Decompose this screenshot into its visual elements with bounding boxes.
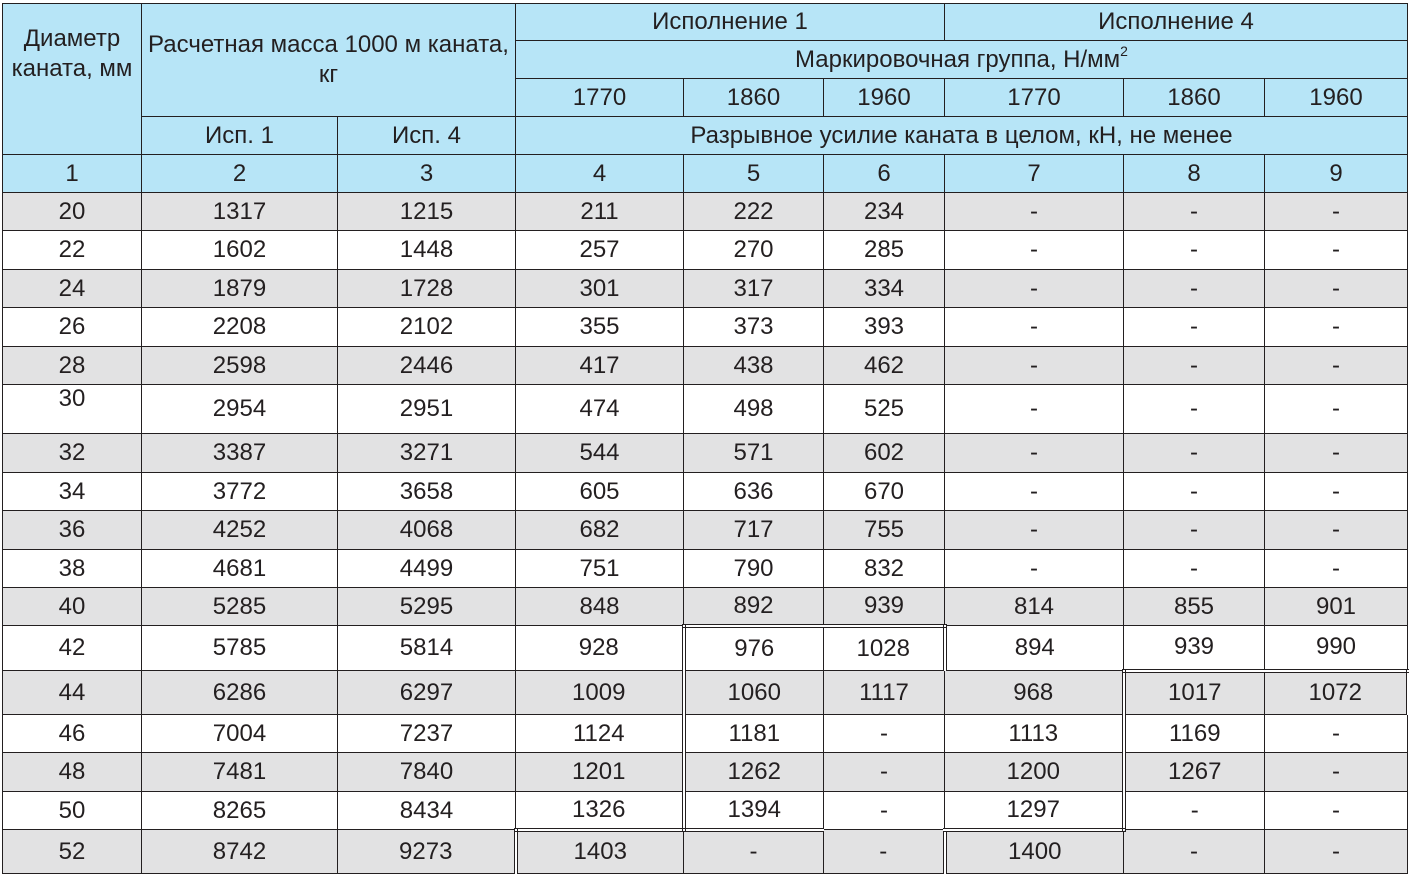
table-cell: 42 — [3, 626, 142, 671]
table-cell: - — [945, 473, 1124, 511]
header-breaking-force: Разрывное усилие каната в целом, кН, не менее — [516, 117, 1408, 155]
table-cell: 814 — [945, 588, 1124, 626]
table-row — [3, 270, 1408, 308]
table-cell: 682 — [516, 511, 684, 550]
table-cell: 50 — [3, 792, 142, 830]
table-cell: 4252 — [142, 511, 338, 550]
table-cell: 462 — [824, 347, 945, 385]
grade-header: 1860 — [684, 79, 824, 117]
table-cell: - — [1265, 830, 1408, 874]
table-cell: - — [1265, 347, 1408, 385]
table-cell: 2598 — [142, 347, 338, 385]
header-mass: Расчетная масса 1000 м каната, кг — [142, 4, 516, 117]
table-cell: 3271 — [338, 434, 516, 473]
table-body — [3, 193, 1408, 874]
table-cell: - — [945, 308, 1124, 347]
table-cell: 355 — [516, 308, 684, 347]
table-cell: 393 — [824, 308, 945, 347]
table-cell: 36 — [3, 511, 142, 550]
table-cell: 7840 — [338, 753, 516, 792]
table-cell: 373 — [684, 308, 824, 347]
table-cell: 2446 — [338, 347, 516, 385]
table-row — [3, 385, 1408, 434]
table-cell: 498 — [684, 385, 824, 434]
table-cell: 892 — [684, 588, 824, 626]
rope-spec-table — [2, 3, 1409, 874]
table-cell: 32 — [3, 434, 142, 473]
table-cell: 1262 — [684, 753, 824, 792]
table-cell: 2208 — [142, 308, 338, 347]
table-cell: 234 — [824, 193, 945, 231]
table-row — [3, 830, 1408, 874]
table-cell: - — [945, 434, 1124, 473]
table-cell: - — [1124, 231, 1265, 270]
table-cell: 474 — [516, 385, 684, 434]
marking-superscript: 2 — [1120, 43, 1128, 59]
table-cell: - — [1124, 511, 1265, 550]
table-cell: 24 — [3, 270, 142, 308]
table-cell: 5295 — [338, 588, 516, 626]
table-cell: 1072 — [1265, 671, 1408, 715]
table-cell: 8742 — [142, 830, 338, 874]
table-cell: 270 — [684, 231, 824, 270]
table-cell: 30 — [3, 385, 142, 434]
table-cell: 848 — [516, 588, 684, 626]
column-number: 4 — [516, 155, 684, 193]
table-cell: 28 — [3, 347, 142, 385]
table-cell: 636 — [684, 473, 824, 511]
table-cell: 928 — [516, 626, 684, 671]
table-row — [3, 473, 1408, 511]
table-cell: 1326 — [516, 792, 684, 830]
column-number: 8 — [1124, 155, 1265, 193]
table-cell: 4499 — [338, 550, 516, 588]
table-cell: 3772 — [142, 473, 338, 511]
table-cell: 301 — [516, 270, 684, 308]
table-cell: - — [1124, 434, 1265, 473]
table-cell: - — [1265, 308, 1408, 347]
table-row — [3, 792, 1408, 830]
table-cell: - — [1265, 753, 1408, 792]
table-cell: 317 — [684, 270, 824, 308]
table-cell: 790 — [684, 550, 824, 588]
table-cell: 285 — [824, 231, 945, 270]
table-cell: - — [1124, 473, 1265, 511]
header-isp1-group: Исполнение 1 — [516, 4, 945, 41]
table-cell: - — [824, 715, 945, 753]
table-cell: 46 — [3, 715, 142, 753]
table-cell: 832 — [824, 550, 945, 588]
table-cell: - — [824, 753, 945, 792]
table-cell: 525 — [824, 385, 945, 434]
table-cell: 9273 — [338, 830, 516, 874]
header-diameter: Диаметр каната, мм — [3, 4, 142, 155]
table-cell: - — [824, 792, 945, 830]
column-number: 7 — [945, 155, 1124, 193]
table-cell: 901 — [1265, 588, 1408, 626]
table-cell: - — [1265, 270, 1408, 308]
table-cell: - — [1265, 550, 1408, 588]
table-cell: 52 — [3, 830, 142, 874]
grade-header: 1960 — [824, 79, 945, 117]
table-cell: 3387 — [142, 434, 338, 473]
table-cell: - — [1265, 385, 1408, 434]
table-cell: - — [1265, 511, 1408, 550]
table-cell: 605 — [516, 473, 684, 511]
table-cell: 44 — [3, 671, 142, 715]
marking-text: Маркировочная группа, Н/мм — [795, 46, 1121, 73]
table-cell: 6297 — [338, 671, 516, 715]
table-cell: 2102 — [338, 308, 516, 347]
table-row — [3, 308, 1408, 347]
table-cell: 717 — [684, 511, 824, 550]
table-row — [3, 550, 1408, 588]
table-row — [3, 753, 1408, 792]
table-row — [3, 193, 1408, 231]
table-cell: 6286 — [142, 671, 338, 715]
table-cell: 1297 — [945, 792, 1124, 830]
table-cell: - — [1265, 792, 1408, 830]
table-cell: 1201 — [516, 753, 684, 792]
grade-header: 1960 — [1265, 79, 1408, 117]
header-mass-isp4: Исп. 4 — [338, 117, 516, 155]
table-cell: 1009 — [516, 671, 684, 715]
table-cell: 20 — [3, 193, 142, 231]
table-cell: 8265 — [142, 792, 338, 830]
table-cell: 334 — [824, 270, 945, 308]
column-number: 6 — [824, 155, 945, 193]
grade-header: 1770 — [945, 79, 1124, 117]
table-cell: 1267 — [1124, 753, 1265, 792]
table-cell: 22 — [3, 231, 142, 270]
table-cell: - — [945, 270, 1124, 308]
table-cell: 222 — [684, 193, 824, 231]
column-number: 3 — [338, 155, 516, 193]
table-cell: - — [945, 550, 1124, 588]
table-cell: 1215 — [338, 193, 516, 231]
header-mass-isp1: Исп. 1 — [142, 117, 338, 155]
table-cell: 1400 — [945, 830, 1124, 874]
header-marking-group — [516, 41, 1408, 79]
column-number: 9 — [1265, 155, 1408, 193]
table-cell: - — [1124, 270, 1265, 308]
table-cell: 7237 — [338, 715, 516, 753]
column-number: 1 — [3, 155, 142, 193]
table-cell: - — [945, 193, 1124, 231]
table-cell: 939 — [1124, 626, 1265, 671]
table-cell: 1124 — [516, 715, 684, 753]
table-cell: 257 — [516, 231, 684, 270]
table-cell: 1181 — [684, 715, 824, 753]
table-cell: 1448 — [338, 231, 516, 270]
table-cell: - — [945, 347, 1124, 385]
table-cell: 438 — [684, 347, 824, 385]
table-cell: 544 — [516, 434, 684, 473]
table-row — [3, 434, 1408, 473]
table-cell: 1017 — [1124, 671, 1265, 715]
column-number: 2 — [142, 155, 338, 193]
table-cell: 1028 — [824, 626, 945, 671]
table-cell: 755 — [824, 511, 945, 550]
table-cell: - — [1265, 193, 1408, 231]
table-cell: 571 — [684, 434, 824, 473]
table-cell: 40 — [3, 588, 142, 626]
table-row — [3, 588, 1408, 626]
table-cell: 5814 — [338, 626, 516, 671]
table-cell: - — [1124, 550, 1265, 588]
table-cell: 602 — [824, 434, 945, 473]
table-cell: - — [1265, 715, 1408, 753]
table-cell: 8434 — [338, 792, 516, 830]
table-cell: 1113 — [945, 715, 1124, 753]
table-cell: 976 — [684, 626, 824, 671]
table-cell: 7481 — [142, 753, 338, 792]
table-row — [3, 231, 1408, 270]
table-cell: 1394 — [684, 792, 824, 830]
table-cell: 4681 — [142, 550, 338, 588]
table-cell: 38 — [3, 550, 142, 588]
table-cell: 1728 — [338, 270, 516, 308]
table-cell: 670 — [824, 473, 945, 511]
table-cell: - — [1124, 193, 1265, 231]
table-cell: 990 — [1265, 626, 1408, 671]
table-cell: 48 — [3, 753, 142, 792]
table-cell: 5785 — [142, 626, 338, 671]
table-cell: 5285 — [142, 588, 338, 626]
table-cell: 211 — [516, 193, 684, 231]
table-cell: 1060 — [684, 671, 824, 715]
table-cell: 1317 — [142, 193, 338, 231]
table-cell: 1117 — [824, 671, 945, 715]
table-cell: 751 — [516, 550, 684, 588]
header-isp4-group: Исполнение 4 — [945, 4, 1408, 41]
table-cell: - — [945, 231, 1124, 270]
grade-header: 1860 — [1124, 79, 1265, 117]
table-cell: 3658 — [338, 473, 516, 511]
table-row — [3, 626, 1408, 671]
table-cell: 2951 — [338, 385, 516, 434]
table-cell: 417 — [516, 347, 684, 385]
table-row — [3, 511, 1408, 550]
table-row — [3, 671, 1408, 715]
grade-header: 1770 — [516, 79, 684, 117]
table-cell: - — [945, 511, 1124, 550]
table-cell: - — [1265, 434, 1408, 473]
table-cell: 26 — [3, 308, 142, 347]
table-cell: - — [1124, 308, 1265, 347]
table-cell: 894 — [945, 626, 1124, 671]
table-cell: 939 — [824, 588, 945, 626]
table-cell: 4068 — [338, 511, 516, 550]
table-cell: - — [1124, 347, 1265, 385]
table-cell: 34 — [3, 473, 142, 511]
table-cell: 968 — [945, 671, 1124, 715]
table-cell: - — [684, 830, 824, 874]
table-cell: - — [945, 385, 1124, 434]
table-cell: 1602 — [142, 231, 338, 270]
table-row — [3, 347, 1408, 385]
table-cell: 1879 — [142, 270, 338, 308]
table-cell: - — [1124, 385, 1265, 434]
table-cell: 7004 — [142, 715, 338, 753]
table-cell: 855 — [1124, 588, 1265, 626]
table-cell: - — [1265, 231, 1408, 270]
table-cell: - — [1124, 792, 1265, 830]
table-cell: 1169 — [1124, 715, 1265, 753]
table-cell: 1200 — [945, 753, 1124, 792]
table-cell: - — [824, 830, 945, 874]
column-number: 5 — [684, 155, 824, 193]
table-cell: 1403 — [516, 830, 684, 874]
table-row — [3, 715, 1408, 753]
table-cell: - — [1124, 830, 1265, 874]
table-cell: - — [1265, 473, 1408, 511]
table-cell: 2954 — [142, 385, 338, 434]
